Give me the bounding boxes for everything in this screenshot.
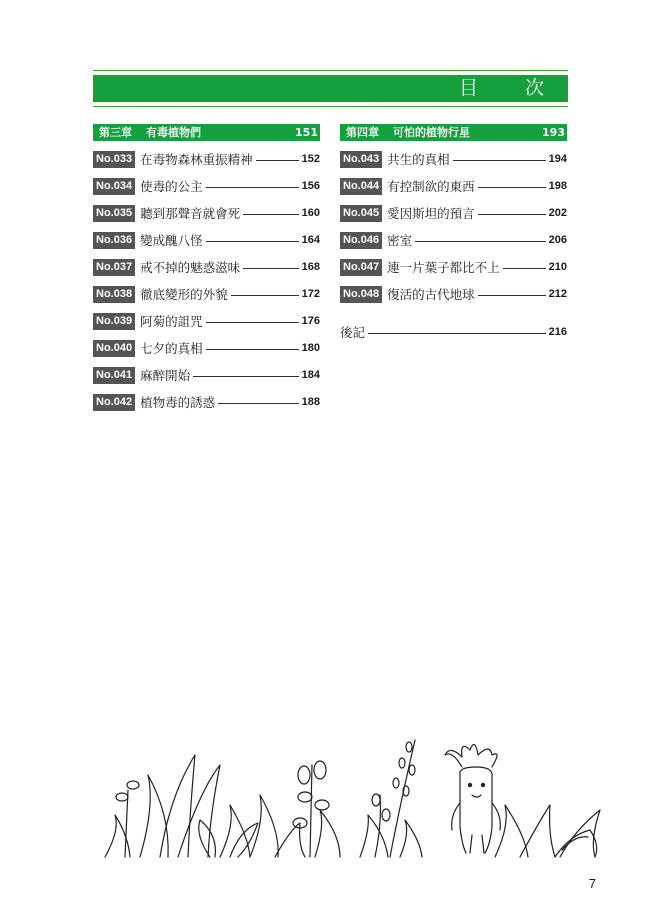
leader-line bbox=[243, 268, 299, 269]
entry-page: 168 bbox=[301, 261, 320, 273]
toc-entry-045[interactable] bbox=[340, 204, 567, 222]
toc-entry-048[interactable] bbox=[340, 285, 567, 303]
page-number: 7 bbox=[588, 876, 596, 891]
leader-line bbox=[193, 376, 299, 377]
chapter3-title: 有毒植物們 bbox=[146, 126, 201, 139]
entry-number-badge: No.037 bbox=[93, 259, 135, 276]
entry-title: 麻醉開始 bbox=[140, 368, 191, 383]
entry-title: 有控制欲的東西 bbox=[387, 179, 475, 194]
entry-title: 植物毒的誘惑 bbox=[140, 395, 216, 410]
entry-page: 212 bbox=[548, 288, 567, 300]
entry-title: 變成醜八怪 bbox=[140, 233, 203, 248]
entry-title: 戒不掉的魅惑滋味 bbox=[140, 260, 241, 275]
leader-line bbox=[478, 187, 546, 188]
leader-line bbox=[206, 322, 299, 323]
chapter4-page: 193 bbox=[542, 126, 565, 139]
entry-number-badge: No.046 bbox=[340, 232, 382, 249]
entry-title: 徹底變形的外貌 bbox=[140, 287, 228, 302]
entry-number-badge: No.039 bbox=[93, 313, 135, 330]
leader-line bbox=[256, 160, 299, 161]
toc-entry-afterword[interactable] bbox=[340, 323, 567, 341]
leader-line bbox=[206, 241, 299, 242]
leader-line bbox=[206, 187, 299, 188]
entry-page: 210 bbox=[548, 261, 567, 273]
chapter3-label: 第三章 bbox=[99, 126, 132, 139]
afterword-title: 後記 bbox=[340, 325, 366, 340]
toc-entry-034[interactable] bbox=[93, 177, 320, 195]
entry-title: 密室 bbox=[387, 233, 413, 248]
entry-page: 156 bbox=[301, 180, 320, 192]
chapter4-column bbox=[340, 124, 567, 350]
entry-number-badge: No.034 bbox=[93, 178, 135, 195]
toc-entry-042[interactable] bbox=[93, 393, 320, 411]
entry-number-badge: No.045 bbox=[340, 205, 382, 222]
entry-page: 172 bbox=[301, 288, 320, 300]
entry-page: 176 bbox=[301, 315, 320, 327]
entry-number-badge: No.048 bbox=[340, 286, 382, 303]
leader-line bbox=[368, 333, 546, 334]
chapter3-header[interactable] bbox=[93, 124, 320, 141]
entry-page: 184 bbox=[301, 369, 320, 381]
entry-title: 共生的真相 bbox=[387, 152, 450, 167]
entry-number-badge: No.036 bbox=[93, 232, 135, 249]
entry-title: 阿菊的詛咒 bbox=[140, 314, 203, 329]
entry-number-badge: No.040 bbox=[93, 340, 135, 357]
header-rule-bottom bbox=[93, 106, 568, 107]
chapter3-page: 151 bbox=[295, 126, 318, 139]
entry-number-badge: No.042 bbox=[93, 394, 135, 411]
entry-title: 使毒的公主 bbox=[140, 179, 203, 194]
toc-entry-041[interactable] bbox=[93, 366, 320, 384]
entry-page: 152 bbox=[301, 153, 320, 165]
entry-number-badge: No.041 bbox=[93, 367, 135, 384]
toc-entry-035[interactable] bbox=[93, 204, 320, 222]
chapter4-title: 可怕的植物行星 bbox=[393, 126, 470, 139]
entry-number-badge: No.044 bbox=[340, 178, 382, 195]
entry-title: 七夕的真相 bbox=[140, 341, 203, 356]
entry-page: 202 bbox=[548, 207, 567, 219]
toc-entry-040[interactable] bbox=[93, 339, 320, 357]
chapter4-label: 第四章 bbox=[346, 126, 379, 139]
toc-entry-044[interactable] bbox=[340, 177, 567, 195]
toc-entry-047[interactable] bbox=[340, 258, 567, 276]
leader-line bbox=[503, 268, 546, 269]
entry-page: 194 bbox=[548, 153, 567, 165]
leader-line bbox=[478, 295, 546, 296]
entry-page: 160 bbox=[301, 207, 320, 219]
toc-entry-043[interactable] bbox=[340, 150, 567, 168]
entry-number-badge: No.038 bbox=[93, 286, 135, 303]
leader-line bbox=[478, 214, 546, 215]
entry-page: 180 bbox=[301, 342, 320, 354]
plant-illustration bbox=[100, 735, 605, 860]
toc-entry-038[interactable] bbox=[93, 285, 320, 303]
entry-title: 在毒物森林重振精神 bbox=[140, 152, 253, 167]
entry-page: 206 bbox=[548, 234, 567, 246]
toc-entry-036[interactable] bbox=[93, 231, 320, 249]
chapter3-column bbox=[93, 124, 320, 420]
toc-entry-037[interactable] bbox=[93, 258, 320, 276]
toc-title-bar bbox=[93, 75, 568, 102]
leader-line bbox=[453, 160, 546, 161]
header-rule-top bbox=[93, 70, 568, 71]
entry-page: 198 bbox=[548, 180, 567, 192]
toc-entry-046[interactable] bbox=[340, 231, 567, 249]
afterword-page: 216 bbox=[548, 326, 567, 338]
entry-number-badge: No.043 bbox=[340, 151, 382, 168]
leader-line bbox=[415, 241, 546, 242]
entry-page: 164 bbox=[301, 234, 320, 246]
leader-line bbox=[243, 214, 299, 215]
entry-title: 愛因斯坦的預言 bbox=[387, 206, 475, 221]
entry-number-badge: No.033 bbox=[93, 151, 135, 168]
toc-entry-039[interactable] bbox=[93, 312, 320, 330]
leader-line bbox=[218, 403, 299, 404]
entry-number-badge: No.035 bbox=[93, 205, 135, 222]
page-title: 目 次 bbox=[458, 77, 558, 99]
leader-line bbox=[206, 349, 299, 350]
leader-line bbox=[231, 295, 299, 296]
toc-entry-033[interactable] bbox=[93, 150, 320, 168]
entry-title: 連一片葉子都比不上 bbox=[387, 260, 500, 275]
entry-title: 聽到那聲音就會死 bbox=[140, 206, 241, 221]
entry-title: 復活的古代地球 bbox=[387, 287, 475, 302]
entry-number-badge: No.047 bbox=[340, 259, 382, 276]
entry-page: 188 bbox=[301, 396, 320, 408]
chapter4-header[interactable] bbox=[340, 124, 567, 141]
